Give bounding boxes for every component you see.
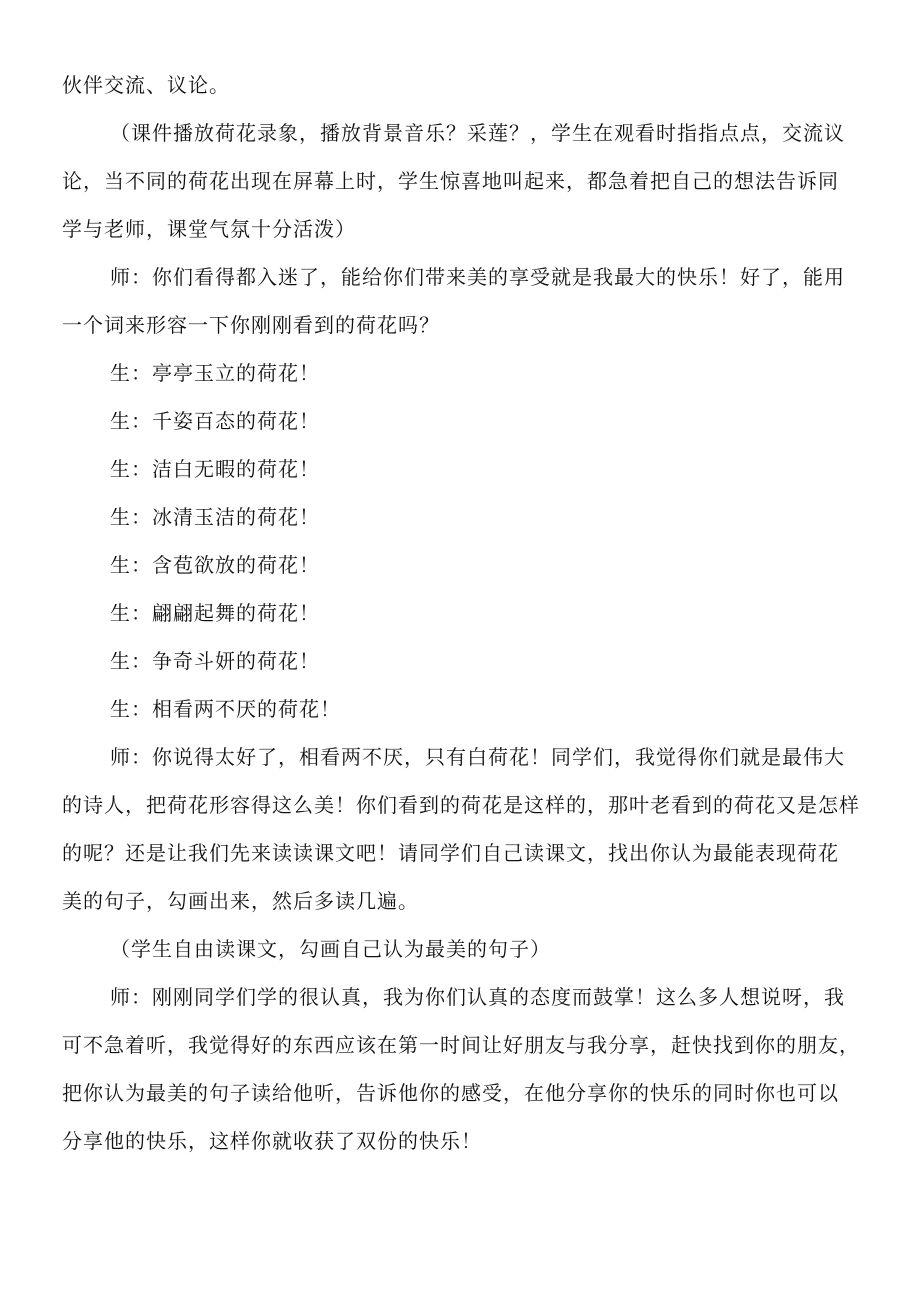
text-line: 可不急着听，我觉得好的东西应该在第一时间让好朋友与我分享，赶快找到你的朋友，: [62, 1033, 860, 1057]
text-line: 伙伴交流、议论。: [62, 73, 230, 97]
text-line: 一个词来形容一下你刚刚看到的荷花吗？: [62, 313, 440, 337]
text-line: 生：相看两不厌的荷花！: [110, 697, 341, 721]
text-line: 分享他的快乐，这样你就收获了双份的快乐！: [62, 1129, 482, 1153]
text-line: 师：你们看得都入迷了，能给你们带来美的享受就是我最大的快乐！好了，能用: [110, 265, 845, 289]
text-line: 学与老师，课堂气氛十分活泼）: [62, 217, 356, 241]
text-line: 师：刚刚同学们学的很认真，我为你们认真的态度而鼓掌！这么多人想说呀，我: [110, 985, 845, 1009]
text-line: 生：争奇斗妍的荷花！: [110, 649, 320, 673]
text-line: 论，当不同的荷花出现在屏幕上时，学生惊喜地叫起来，都急着把自己的想法告诉同: [62, 169, 839, 193]
text-line: 师：你说得太好了，相看两不厌，只有白荷花！同学们，我觉得你们就是最伟大: [110, 745, 845, 769]
text-line: 的诗人，把荷花形容得这么美！你们看到的荷花是这样的，那叶老看到的荷花又是怎样: [62, 793, 860, 817]
text-line: 生：翩翩起舞的荷花！: [110, 601, 320, 625]
text-line: 生：亭亭玉立的荷花！: [110, 361, 320, 385]
text-line: 生：含苞欲放的荷花！: [110, 553, 320, 577]
text-line: 生：洁白无暇的荷花！: [110, 457, 320, 481]
text-line: 生：千姿百态的荷花！: [110, 409, 320, 433]
text-line: 生：冰清玉洁的荷花！: [110, 505, 320, 529]
text-line: （课件播放荷花录象，播放背景音乐？采莲？，学生在观看时指指点点，交流议: [110, 121, 845, 145]
text-line: 把你认为最美的句子读给他听，告诉他你的感受，在他分享你的快乐的同时你也可以: [62, 1081, 839, 1105]
text-line: 美的句子，勾画出来，然后多读几遍。: [62, 889, 419, 913]
text-line: （学生自由读课文，勾画自己认为最美的句子）: [110, 937, 551, 961]
text-line: 的呢？还是让我们先来读读课文吧！请同学们自己读课文，找出你认为最能表现荷花: [62, 841, 839, 865]
